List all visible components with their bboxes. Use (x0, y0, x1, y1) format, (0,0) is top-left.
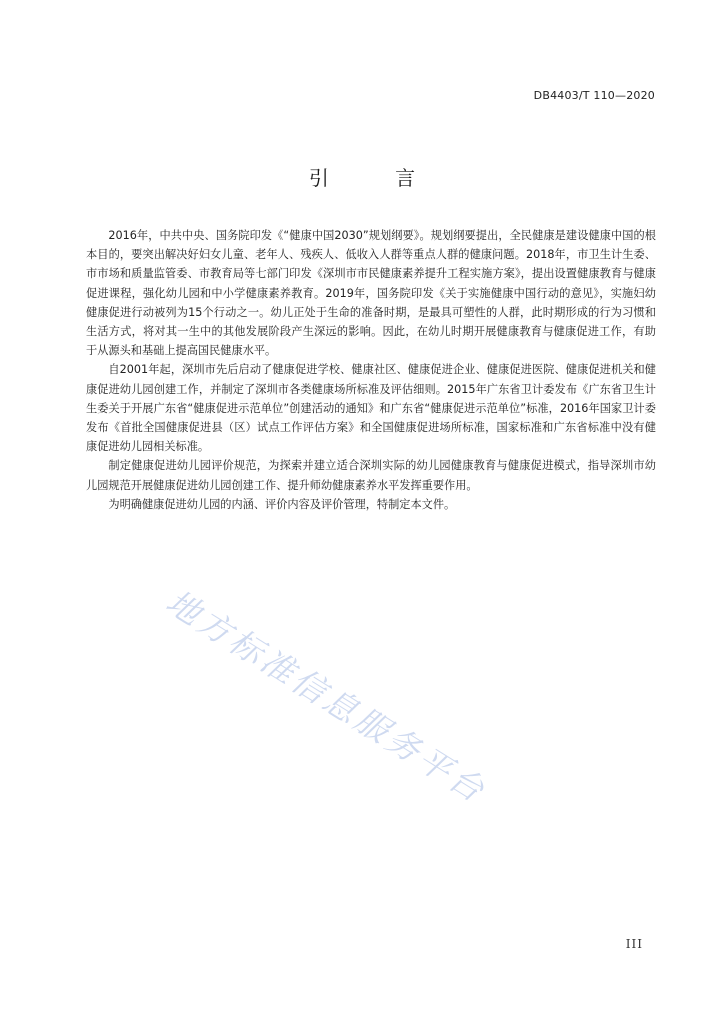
body-text (86, 226, 656, 514)
paragraph: 自2001年起，深圳市先后启动了健康促进学校、健康社区、健康促进企业、健康促进医院、健康促进机关和健康促进幼儿园创建工作，并制定了深圳市各类健康场所标准及评估细则。2015年广东省卫计委发布《广东省卫生计生委关于开展广东省“健康促进示范单位”创建活动的通知》和广东省“健康促进示范单位”标准，2016年国家卫计委发布《首批全国健康促进县（区）试点工作评估方案》和全国健康促进场所标准，国家标准和广东省标准中没有健康促进幼儿园相关标准。 (86, 363, 656, 454)
paragraph: 2016年，中共中央、国务院印发《“健康中国2030”规划纲要》。规划纲要提出，全民健康是建设健康中国的根本目的，要突出解决好妇女儿童、老年人、残疾人、低收入人群等重点人群的健康问题。2018年，市卫生计生委、市市场和质量监管委、市教育局等七部门印发《深圳市市民健康素养提升工程实施方案》，提出设置健康教育与健康促进课程，强化幼儿园和中小学健康素养教育。2019年，国务院印发《关于实施健康中国行动的意见》，实施妇幼健康促进行动被列为15个行动之一。幼儿正处于生命的准备时期，是最具可塑性的人群，此时期形成的行为习惯和生活方式，将对其一生中的其他发展阶段产生深远的影响。因此，在幼儿时期开展健康教育与健康促进工作，有助于从源头和基础上提高国民健康水平。 (86, 229, 656, 358)
page-number: III (625, 937, 643, 951)
watermark: 地方标准信息服务平台 (159, 582, 494, 812)
paragraph: 为明确健康促进幼儿园的内涵、评价内容及评价管理，特制定本文件。 (108, 497, 456, 511)
document-code: DB4403/T 110—2020 (533, 89, 655, 102)
page-title: 引 言 (308, 166, 446, 190)
paragraph: 制定健康促进幼儿园评价规范，为探索并建立适合深圳实际的幼儿园健康教育与健康促进模式，指导深圳市幼儿园规范开展健康促进幼儿园创建工作、提升师幼健康素养水平发挥重要作用。 (86, 459, 656, 492)
